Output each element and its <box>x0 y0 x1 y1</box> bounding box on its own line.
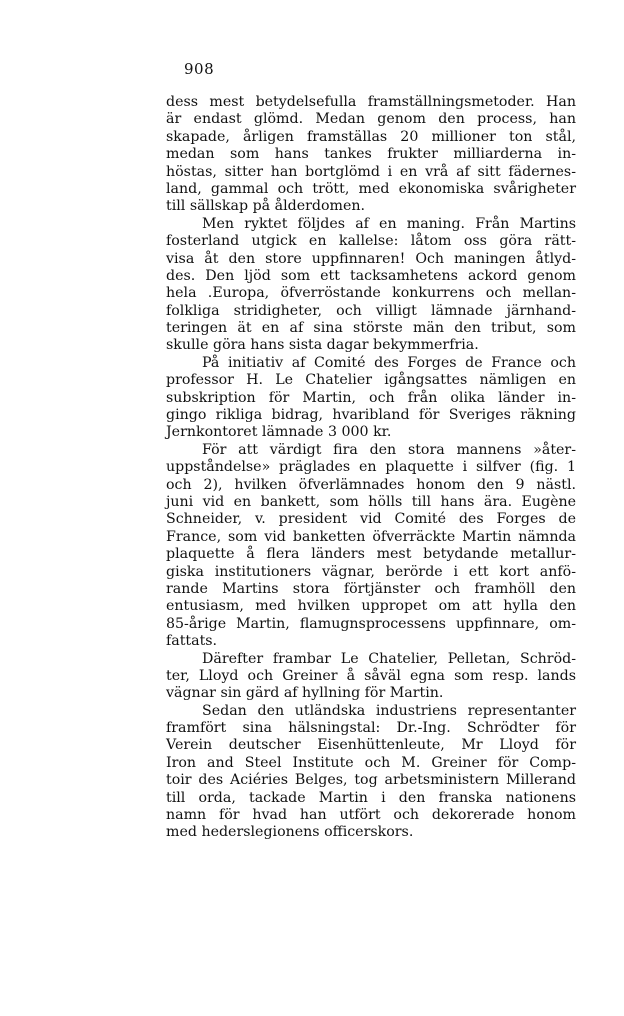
text-line: land, gammal och trött, med ekonomiska svårigheter <box>166 180 576 197</box>
text-line: är endast glömd. Medan genom den process, han <box>166 111 576 128</box>
text-line: uppståndelse» präglades en plaquette i silfver (fig. 1 <box>166 459 576 476</box>
paragraph-first-line: Sedan den utländska industriens representanter <box>202 702 576 719</box>
text-line: fattats. <box>166 633 218 650</box>
text-line: toir des Aciéries Belges, tog arbetsministern Millerand <box>166 772 576 789</box>
text-line: gingo rikliga bidrag, hvaribland för Sveriges räkning <box>166 407 576 424</box>
text-line: fosterland utgick en kallelse: låtom oss göra rätt- <box>166 233 576 250</box>
text-line: entusiasm, med hvilken uppropet om att hylla den <box>166 598 576 615</box>
text-line: giska institutioners vägnar, berörde i ett kort anfö- <box>166 563 576 580</box>
text-line: till sällskap på ålderdomen. <box>166 198 365 215</box>
text-line: plaquette å flera länders mest betydande metallur- <box>166 546 576 563</box>
text-line: visa åt den store uppfinnaren! Och maningen åtlyd- <box>166 250 576 267</box>
text-line: skapade, årligen framställas 20 millioner ton stål, <box>166 128 576 145</box>
text-line: Jernkontoret lämnade 3 000 kr. <box>166 424 392 441</box>
text-line: juni vid en bankett, som hölls till hans ära. Eugène <box>166 493 576 510</box>
paragraph-first-line: På initiativ af Comité des Forges de France och <box>202 354 576 371</box>
text-line: till orda, tackade Martin i den franska nationens <box>166 789 576 806</box>
text-line: subskription för Martin, och från olika länder in- <box>166 389 576 406</box>
text-line: 85-årige Martin, flamugnsprocessens uppfinnare, om- <box>166 615 576 632</box>
text-line: hela .Europa, öfverröstande konkurrens och mellan- <box>166 285 576 302</box>
text-line: rande Martins stora förtjänster och framhöll den <box>166 580 576 597</box>
text-line: med hederslegionens officerskors. <box>166 824 414 841</box>
text-line: medan som hans tankes frukter milliarderna in- <box>166 146 576 163</box>
text-line: teringen ät en af sina störste män den tribut, som <box>166 320 576 337</box>
body-text <box>166 94 576 842</box>
paragraph-first-line: Därefter frambar Le Chatelier, Pelletan, Schröd- <box>202 650 576 667</box>
text-line: namn för hvad han utfört och dekorerade honom <box>166 807 576 824</box>
text-line: Iron and Steel Institute och M. Greiner för Comp- <box>166 754 576 771</box>
text-line: vägnar sin gärd af hyllning för Martin. <box>166 685 444 702</box>
paragraph-first-line: Men ryktet följdes af en maning. Från Martins <box>202 215 576 232</box>
text-line: skulle göra hans sista dagar bekymmerfria. <box>166 337 479 354</box>
text-line: professor H. Le Chatelier igångsattes nämligen en <box>166 372 576 389</box>
text-line: folkliga stridigheter, och villigt lämnade järnhand- <box>166 302 576 319</box>
text-line: Verein deutscher Eisenhüttenleute, Mr Lloyd för <box>166 737 576 754</box>
text-line: framfört sina hälsningstal: Dr.-Ing. Schrödter för <box>166 720 576 737</box>
text-line: och 2), hvilken öfverlämnades honom den 9 nästl. <box>166 476 576 493</box>
text-line: dess mest betydelsefulla framställningsmetoder. Han <box>166 94 576 110</box>
paragraph-first-line: För att värdigt fira den stora mannens »åter- <box>202 441 576 458</box>
page-number: 908 <box>184 60 215 78</box>
text-line: France, som vid banketten öfverräckte Martin nämnda <box>166 528 576 545</box>
text-line: höstas, sitter han bortglömd i en vrå af sitt fädernes- <box>166 163 576 180</box>
text-line: des. Den ljöd som ett tacksamhetens ackord genom <box>166 267 576 284</box>
text-line: ter, Lloyd och Greiner å såväl egna som resp. lands <box>166 667 576 684</box>
text-line: Schneider, v. president vid Comité des Forges de <box>166 511 576 528</box>
